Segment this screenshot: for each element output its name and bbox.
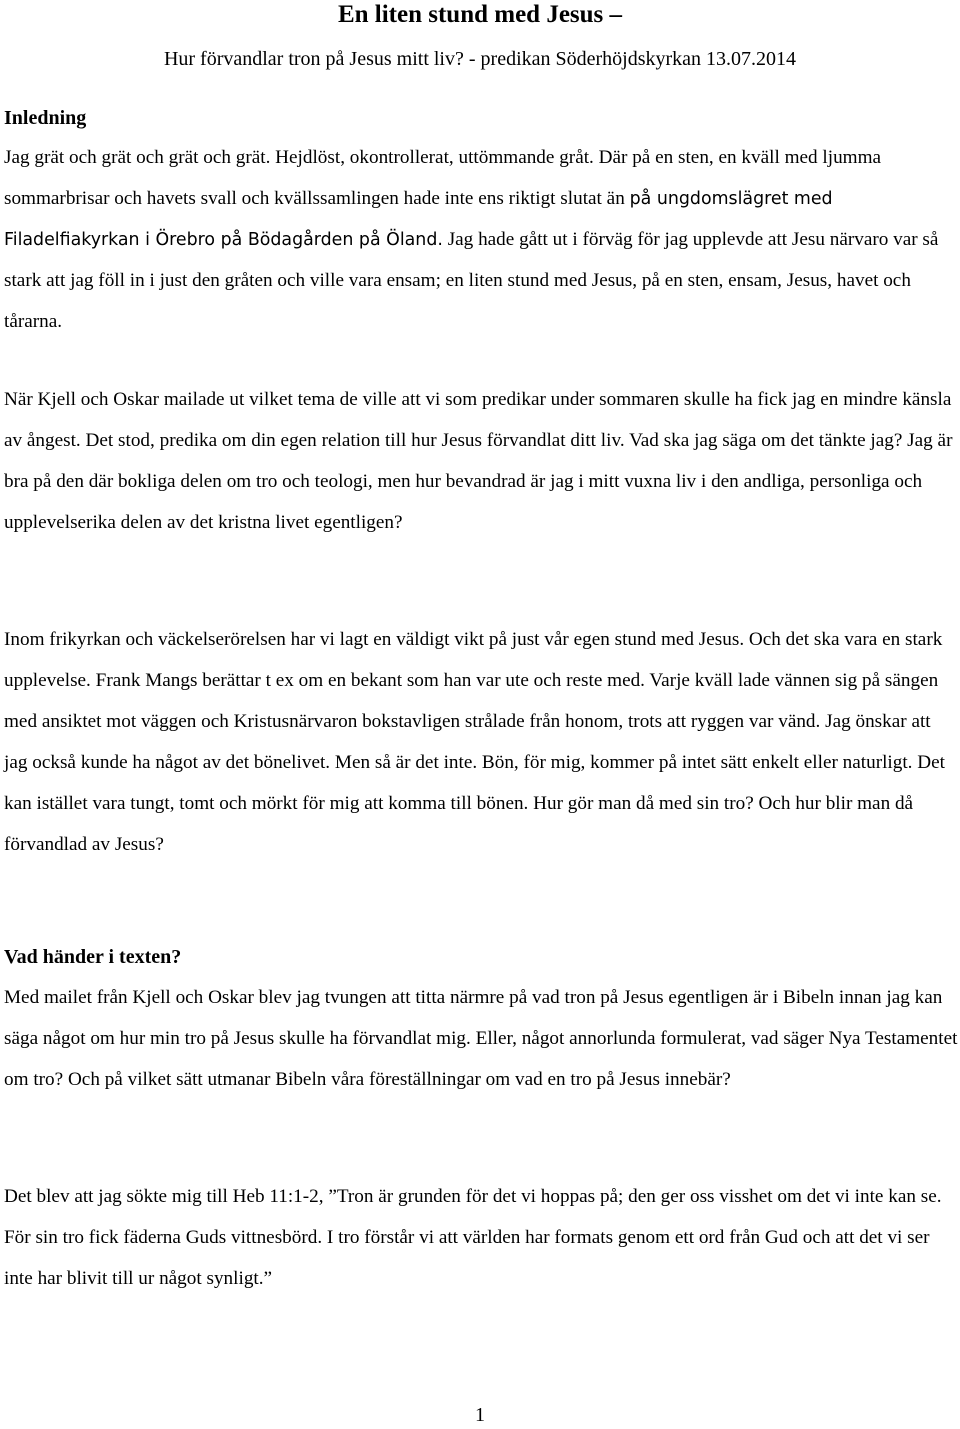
- page-number: 1: [475, 1404, 485, 1426]
- paragraph-intro-1-part2: på ungdomslägret med Filadelfiakyrkan i Örebro på Bödagården på Öland.: [4, 188, 833, 250]
- paragraph-intro-1: [4, 138, 958, 343]
- paragraph-intro-3: Inom frikyrkan och väckelserörelsen har vi lagt en väldigt vikt på just vår egen stund med Jesus. Och det ska vara en stark upplevelse. Frank Mangs berättar t ex om en bekant som han var ute och reste med. Varje kväll lade vännen sig på sängen med ansiktet mot väggen och Kristusnärvaron bokstavligen strålade från honom, trots att ryggen var vänd. Jag önskar att jag också kunde ha något av det bönelivet. Men så är det inte. Bön, för mig, kommer på intet sätt enkelt eller naturligt. Det kan istället vara tungt, tomt och mörkt för mig att komma till bönen. Hur gör man då med sin tro? Och hur blir man då förvandlad av Jesus?: [4, 629, 945, 855]
- section-heading-inledning: Inledning: [4, 107, 87, 129]
- paragraph-intro-1-part1: Jag grät och grät och grät och grät. Hejdlöst, okontrollerat, uttömmande gråt. Där på en sten, en kväll med ljumma sommarbrisar och havets svall och kvällssamlingen hade inte ens riktigt slutat än: [4, 147, 882, 209]
- document-subtitle: Hur förvandlar tron på Jesus mitt liv? - predikan Söderhöjdskyrkan 13.07.2014: [163, 48, 797, 70]
- paragraph-intro-2: När Kjell och Oskar mailade ut vilket tema de ville att vi som predikar under sommaren skulle ha fick jag en mindre känsla av ångest. Det stod, predika om din egen relation till hur Jesus förvandlat ditt liv. Vad ska jag säga om det tänkte jag? Jag är bra på den där bokliga delen om tro och teologi, men hur bevandrad är jag i mitt vuxna liv i den andliga, personliga och upplevelserika delen av det kristna livet egentligen?: [4, 389, 953, 533]
- paragraph-intro-1-part3: Jag hade gått ut i förväg för jag upplevde att Jesu närvaro var så stark att jag föll in i just den gråten och ville vara ensam; en liten stund med Jesus, på en sten, ensam, Jesus, havet och tårarna.: [4, 228, 939, 332]
- paragraph-text-2: Det blev att jag sökte mig till Heb 11:1-2, ”Tron är grunden för det vi hoppas på; den ger oss visshet om det vi inte kan se. För sin tro fick fäderna Guds vittnesbörd. I tro förstår vi att världen har formats genom ett ord från Gud och att det vi ser inte har blivit till ur något synligt.”: [4, 1186, 942, 1289]
- document-title: En liten stund med Jesus –: [337, 1, 623, 28]
- paragraph-text-1: Med mailet från Kjell och Oskar blev jag tvungen att titta närmre på vad tron på Jesus egentligen är i Bibeln innan jag kan säga något om hur min tro på Jesus skulle ha förvandlat mig. Eller, något annorlunda formulerat, vad säger Nya Testamentet om tro? Och på vilket sätt utmanar Bibeln våra föreställningar om vad en tro på Jesus innebär?: [4, 987, 958, 1090]
- section-heading-vad-hander: Vad händer i texten?: [4, 946, 182, 968]
